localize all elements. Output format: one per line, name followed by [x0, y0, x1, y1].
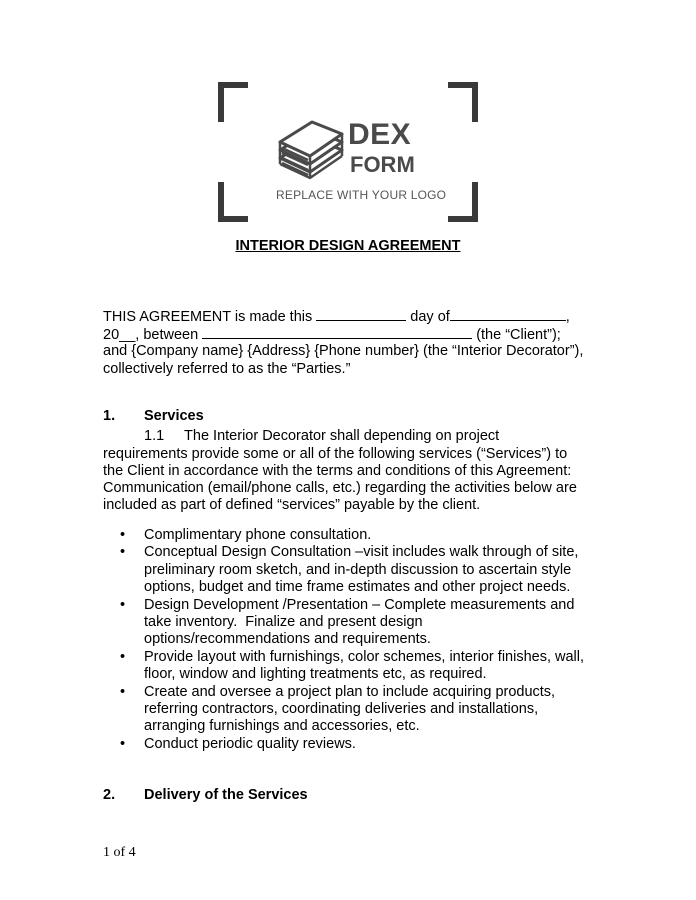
section-1-para-line: 1.1 The Interior Decorator shall depending on project	[144, 428, 500, 444]
list-item-line: Conduct periodic quality reviews.	[144, 735, 356, 752]
bullet-icon: •	[120, 683, 126, 700]
intro-line-2	[103, 324, 561, 344]
section-1-number: 1.	[103, 408, 116, 424]
services-bullet-list	[120, 527, 584, 753]
list-item-line: arranging furnishings and accessories, etc.	[144, 718, 420, 735]
intro-line-1	[103, 306, 570, 326]
intro-text: 20__, between	[103, 327, 203, 343]
section-1-para-line: requirements provide some or all of the following services (“Services”) to	[103, 446, 568, 462]
logo-tagline: REPLACE WITH YOUR LOGO	[276, 188, 447, 202]
section-1-heading: Services	[144, 408, 204, 424]
section-1-para-line: Communication (email/phone calls, etc.) regarding the activities below are	[103, 480, 577, 496]
list-item-line: options, budget and time frame estimates and other project needs.	[144, 579, 571, 596]
list-item	[120, 597, 584, 649]
list-item	[120, 527, 584, 544]
list-item-line: options/recommendations and requirements.	[144, 631, 431, 648]
list-item-line: floor, window and lighting treatments etc, as required.	[144, 666, 487, 683]
blank-day-field[interactable]	[316, 306, 406, 321]
list-item	[120, 544, 584, 596]
list-item-line: Create and oversee a project plan to include acquiring products,	[144, 683, 556, 700]
section-1-para-line: the Client in accordance with the terms and conditions of this Agreement:	[103, 463, 572, 479]
list-item-line: take inventory. Finalize and present design	[144, 614, 423, 631]
list-item-line: referring contractors, coordinating deliveries and installations,	[144, 701, 539, 718]
section-1-para-line: included as part of defined “services” payable by the client.	[103, 497, 481, 513]
list-item-line: Complimentary phone consultation.	[144, 527, 372, 543]
list-item	[120, 649, 584, 684]
stacked-papers-icon	[276, 120, 346, 184]
logo-text-form: FORM	[350, 152, 415, 177]
list-item-line: Provide layout with furnishings, color schemes, interior finishes, wall,	[144, 648, 585, 665]
intro-text: (the “Client”);	[472, 327, 561, 343]
corner-mark-bottom-right	[448, 182, 478, 222]
intro-line-3: and {Company name} {Address} {Phone number} (the “Interior Decorator”),	[103, 343, 584, 359]
page-number: 1 of 4	[103, 845, 136, 860]
list-item-line: Design Development /Presentation – Complete measurements and	[144, 596, 575, 613]
list-item-line: preliminary room sketch, and in-depth discussion to ascertain style	[144, 561, 572, 578]
bullet-icon: •	[120, 544, 126, 561]
section-2-number: 2.	[103, 787, 116, 803]
bullet-icon: •	[120, 596, 126, 613]
document-title: INTERIOR DESIGN AGREEMENT	[235, 238, 461, 254]
list-item	[120, 736, 584, 753]
corner-mark-bottom-left	[218, 182, 248, 222]
intro-text: day of	[406, 309, 450, 325]
bullet-icon: •	[120, 527, 126, 543]
blank-client-field[interactable]	[202, 324, 472, 339]
list-item	[120, 684, 584, 736]
logo-placeholder	[218, 82, 478, 222]
bullet-icon: •	[120, 648, 126, 665]
logo-text-dex: DEX	[348, 118, 412, 151]
corner-mark-top-right	[448, 82, 478, 122]
intro-text: THIS AGREEMENT is made this	[103, 309, 317, 325]
intro-line-4: collectively referred to as the “Parties.”	[103, 361, 351, 377]
intro-text: ,	[565, 309, 570, 325]
corner-mark-top-left	[218, 82, 248, 122]
list-item-line: Conceptual Design Consultation –visit includes walk through of site,	[144, 544, 579, 561]
blank-month-field[interactable]	[450, 306, 566, 321]
bullet-icon: •	[120, 735, 126, 752]
section-2-heading: Delivery of the Services	[144, 787, 308, 803]
